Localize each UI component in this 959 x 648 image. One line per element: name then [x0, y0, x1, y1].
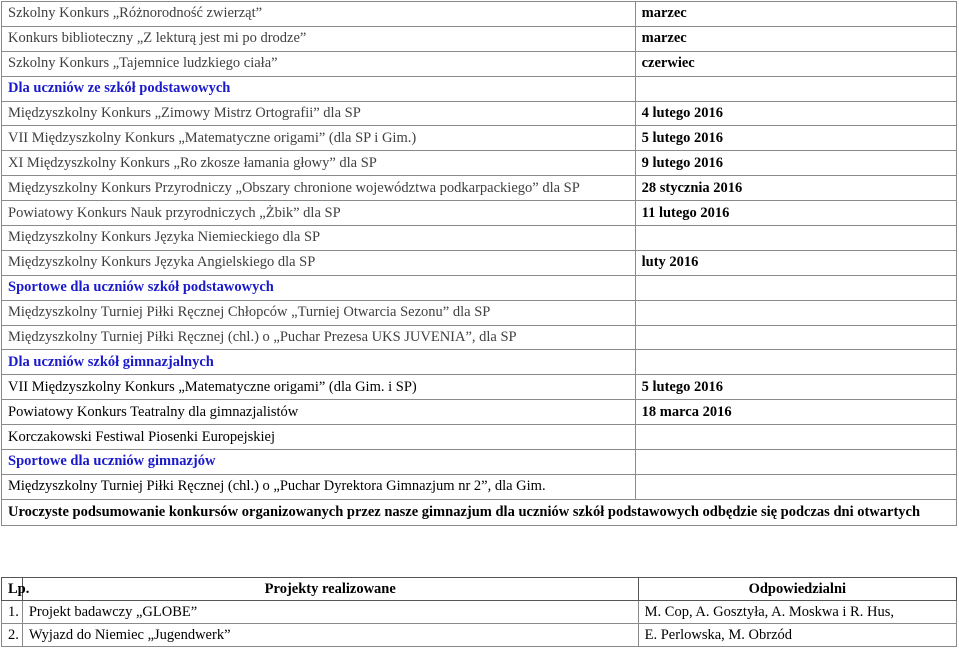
- section-heading-row: [2, 450, 957, 475]
- competition-name: Międzyszkolny Konkurs Języka Angielskiego dla SP: [2, 250, 636, 275]
- competition-date: [635, 76, 956, 101]
- competition-name: Korczakowski Festiwal Piosenki Europejskiej: [2, 425, 636, 450]
- projects-header-row: [2, 578, 957, 601]
- section-heading: Dla uczniów ze szkół podstawowych: [2, 76, 636, 101]
- section-heading-row: [2, 275, 957, 300]
- competition-name: Powiatowy Konkurs Nauk przyrodniczych „Żbik” dla SP: [2, 201, 636, 226]
- summary-note: Uroczyste podsumowanie konkursów organizowanych przez nasze gimnazjum dla uczniów szkół podstawowych odbędzie się podczas dni otwartych: [2, 499, 957, 525]
- competition-name: Międzyszkolny Konkurs „Zimowy Mistrz Ortografii” dla SP: [2, 101, 636, 126]
- project-owner: E. Perlowska, M. Obrzód: [638, 624, 956, 647]
- projects-table: [1, 577, 957, 647]
- competition-date: 5 lutego 2016: [635, 375, 956, 400]
- competition-name: Międzyszkolny Konkurs Przyrodniczy „Obszary chronione województwa podkarpackiego” dla SP: [2, 176, 636, 201]
- competition-name: Konkurs biblioteczny „Z lekturą jest mi po drodze”: [2, 26, 636, 51]
- summary-note-row: [2, 499, 957, 525]
- competition-row: [2, 201, 957, 226]
- competition-date: 28 stycznia 2016: [635, 176, 956, 201]
- competition-row: [2, 51, 957, 76]
- competition-date: [635, 474, 956, 499]
- competition-date: czerwiec: [635, 51, 956, 76]
- competitions-table-body: [2, 2, 957, 500]
- competition-date: 5 lutego 2016: [635, 126, 956, 151]
- competition-date: 4 lutego 2016: [635, 101, 956, 126]
- competition-date: [635, 300, 956, 325]
- competition-date: 18 marca 2016: [635, 400, 956, 425]
- section-heading-row: [2, 76, 957, 101]
- competition-name: Szkolny Konkurs „Tajemnice ludzkiego ciała”: [2, 51, 636, 76]
- competition-name: Szkolny Konkurs „Różnorodność zwierząt”: [2, 2, 636, 27]
- section-heading-row: [2, 350, 957, 375]
- section-heading: Sportowe dla uczniów gimnazjów: [2, 450, 636, 475]
- competition-row: [2, 26, 957, 51]
- project-row: [2, 624, 957, 647]
- competition-name: VII Międzyszkolny Konkurs „Matematyczne origami” (dla Gim. i SP): [2, 375, 636, 400]
- competition-name: Powiatowy Konkurs Teatralny dla gimnazjalistów: [2, 400, 636, 425]
- competition-date: marzec: [635, 26, 956, 51]
- competition-date: 11 lutego 2016: [635, 201, 956, 226]
- competition-date: [635, 325, 956, 350]
- competition-row: [2, 226, 957, 251]
- competition-date: 9 lutego 2016: [635, 151, 956, 176]
- competition-row: [2, 101, 957, 126]
- competition-date: [635, 425, 956, 450]
- competition-row: [2, 2, 957, 27]
- competition-name: Międzyszkolny Turniej Piłki Ręcznej (chl.) o „Puchar Dyrektora Gimnazjum nr 2”, dla Gim.: [2, 474, 636, 499]
- competition-date: [635, 450, 956, 475]
- competition-row: [2, 250, 957, 275]
- project-lp: 2.: [2, 624, 23, 647]
- competition-row: [2, 400, 957, 425]
- competition-name: VII Międzyszkolny Konkurs „Matematyczne origami” (dla SP i Gim.): [2, 126, 636, 151]
- project-name: Wyjazd do Niemiec „Jugendwerk”: [22, 624, 638, 647]
- project-owner: M. Cop, A. Gosztyła, A. Moskwa i R. Hus,: [638, 601, 956, 624]
- competition-row: [2, 300, 957, 325]
- competition-name: Międzyszkolny Turniej Piłki Ręcznej (chl.) o „Puchar Prezesa UKS JUVENIA”, dla SP: [2, 325, 636, 350]
- competition-name: XI Międzyszkolny Konkurs „Ro zkosze łamania głowy” dla SP: [2, 151, 636, 176]
- competition-name: Międzyszkolny Konkurs Języka Niemieckiego dla SP: [2, 226, 636, 251]
- project-row: [2, 601, 957, 624]
- competition-date: marzec: [635, 2, 956, 27]
- project-name: Projekt badawczy „GLOBE”: [22, 601, 638, 624]
- competition-row: [2, 375, 957, 400]
- competition-date: [635, 275, 956, 300]
- competition-row: [2, 325, 957, 350]
- competition-name: Międzyszkolny Turniej Piłki Ręcznej Chłopców „Turniej Otwarcia Sezonu” dla SP: [2, 300, 636, 325]
- competitions-table: [1, 1, 957, 526]
- header-projects: Projekty realizowane: [22, 578, 638, 601]
- section-heading: Dla uczniów szkół gimnazjalnych: [2, 350, 636, 375]
- competition-row: [2, 176, 957, 201]
- competition-row: [2, 474, 957, 499]
- competition-date: luty 2016: [635, 250, 956, 275]
- header-owners: Odpowiedzialni: [638, 578, 956, 601]
- competition-date: [635, 350, 956, 375]
- competition-row: [2, 151, 957, 176]
- competition-date: [635, 226, 956, 251]
- header-lp: Lp.: [2, 578, 23, 601]
- project-lp: 1.: [2, 601, 23, 624]
- section-heading: Sportowe dla uczniów szkół podstawowych: [2, 275, 636, 300]
- competition-row: [2, 126, 957, 151]
- competition-row: [2, 425, 957, 450]
